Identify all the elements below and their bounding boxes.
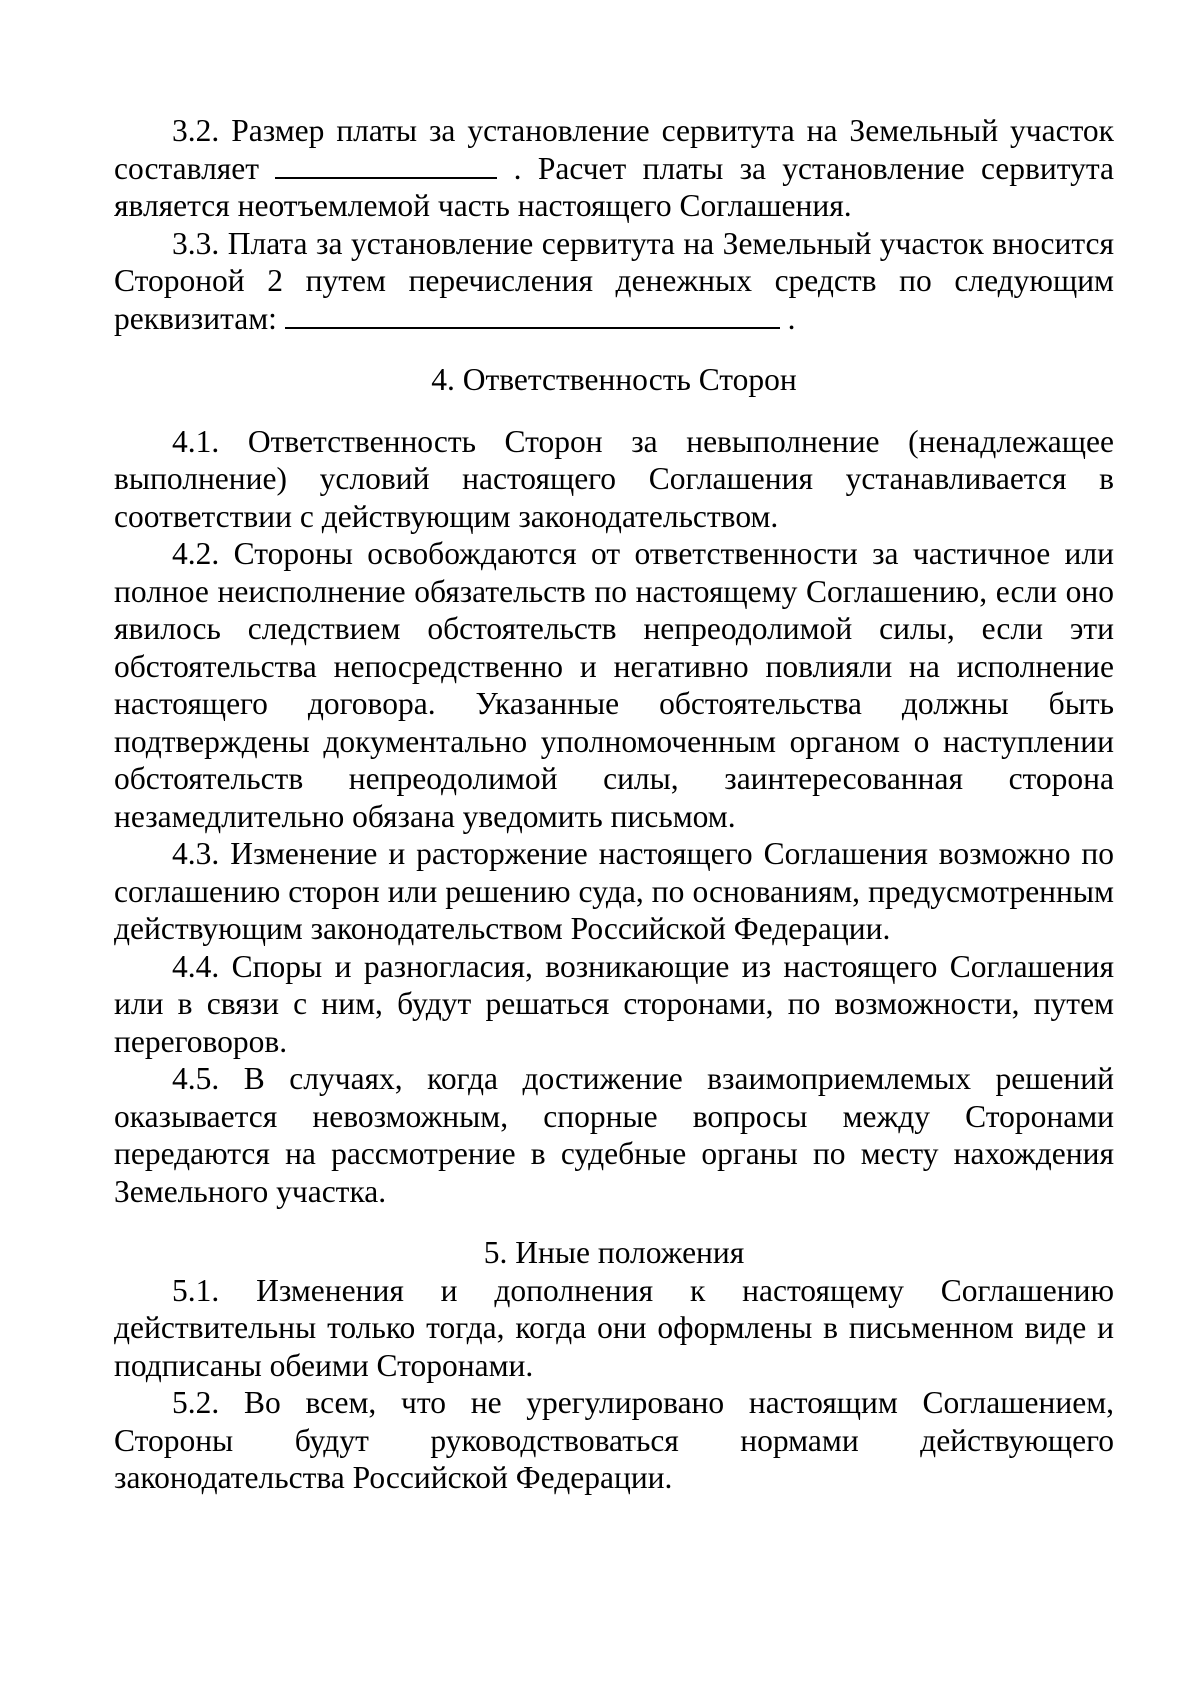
paragraph-5-1: 5.1. Изменения и дополнения к настоящему Соглашению действительны только тогда, когда они оформлены в письменном виде и подписаны обеими Сторонами. (114, 1272, 1114, 1383)
paragraph-3-3 (114, 225, 1114, 338)
paragraph-4-1: 4.1. Ответственность Сторон за невыполнение (ненадлежащее выполнение) условий настоящего Соглашения устанавливается в соответствии с действующим законодательством. (114, 423, 1114, 534)
paragraph-5-2: 5.2. Во всем, что не урегулировано настоящим Соглашением, Стороны будут руководствоваться нормами действующего законодательства Российской Федерации. (114, 1385, 1114, 1495)
document-body (114, 112, 1114, 1497)
paragraph-4-2: 4.2. Стороны освобождаются от ответственности за частичное или полное неисполнение обязательств по настоящему Соглашению, если оно явилось следствием обстоятельств непреодолимой силы, если эти обстоятельства непосредственно и негативно повлияли на исполнение настоящего договора. Указанные обстоятельства должны быть подтверждены документально уполномоченным органом о наступлении обстоятельств непреодолимой силы, заинтересованная сторона незамедлительно обязана уведомить письмом. (114, 536, 1114, 834)
paragraph-3-2 (114, 112, 1114, 225)
payment-amount-blank (275, 151, 497, 179)
section-5-heading: 5. Иные положения (483, 1235, 745, 1270)
paragraph-4-3: 4.3. Изменение и расторжение настоящего Соглашения возможно по соглашению сторон или решению суда, по основаниям, предусмотренным действующим законодательством Российской Федерации. (114, 836, 1114, 946)
paragraph-3-3-text-end: . (779, 300, 796, 336)
paragraph-3-2-text-end: . Расчет платы за установление сервитута является неотъемлемой часть настоящего Соглашения. (114, 150, 1115, 223)
paragraph-3-3-text-start: 3.3. Плата за установление сервитута на Земельный участок вносится Стороной 2 путем перечисления денежных средств по следующим реквизитам: (114, 225, 1114, 336)
paragraph-4-5: 4.5. В случаях, когда достижение взаимоприемлемых решений оказывается невозможным, спорные вопросы между Сторонами передаются на рассмотрение в судебные органы по месту нахождения Земельного участка. (114, 1061, 1114, 1209)
section-4-heading: 4. Ответственность Сторон (431, 362, 797, 397)
payment-details-blank (285, 301, 780, 329)
paragraph-3-2-text-start: 3.2. Размер платы за установление сервитута на Земельный участок составляет (114, 113, 1114, 186)
paragraph-4-4: 4.4. Споры и разногласия, возникающие из настоящего Соглашения или в связи с ним, будут решаться сторонами, по возможности, путем переговоров. (114, 948, 1114, 1059)
